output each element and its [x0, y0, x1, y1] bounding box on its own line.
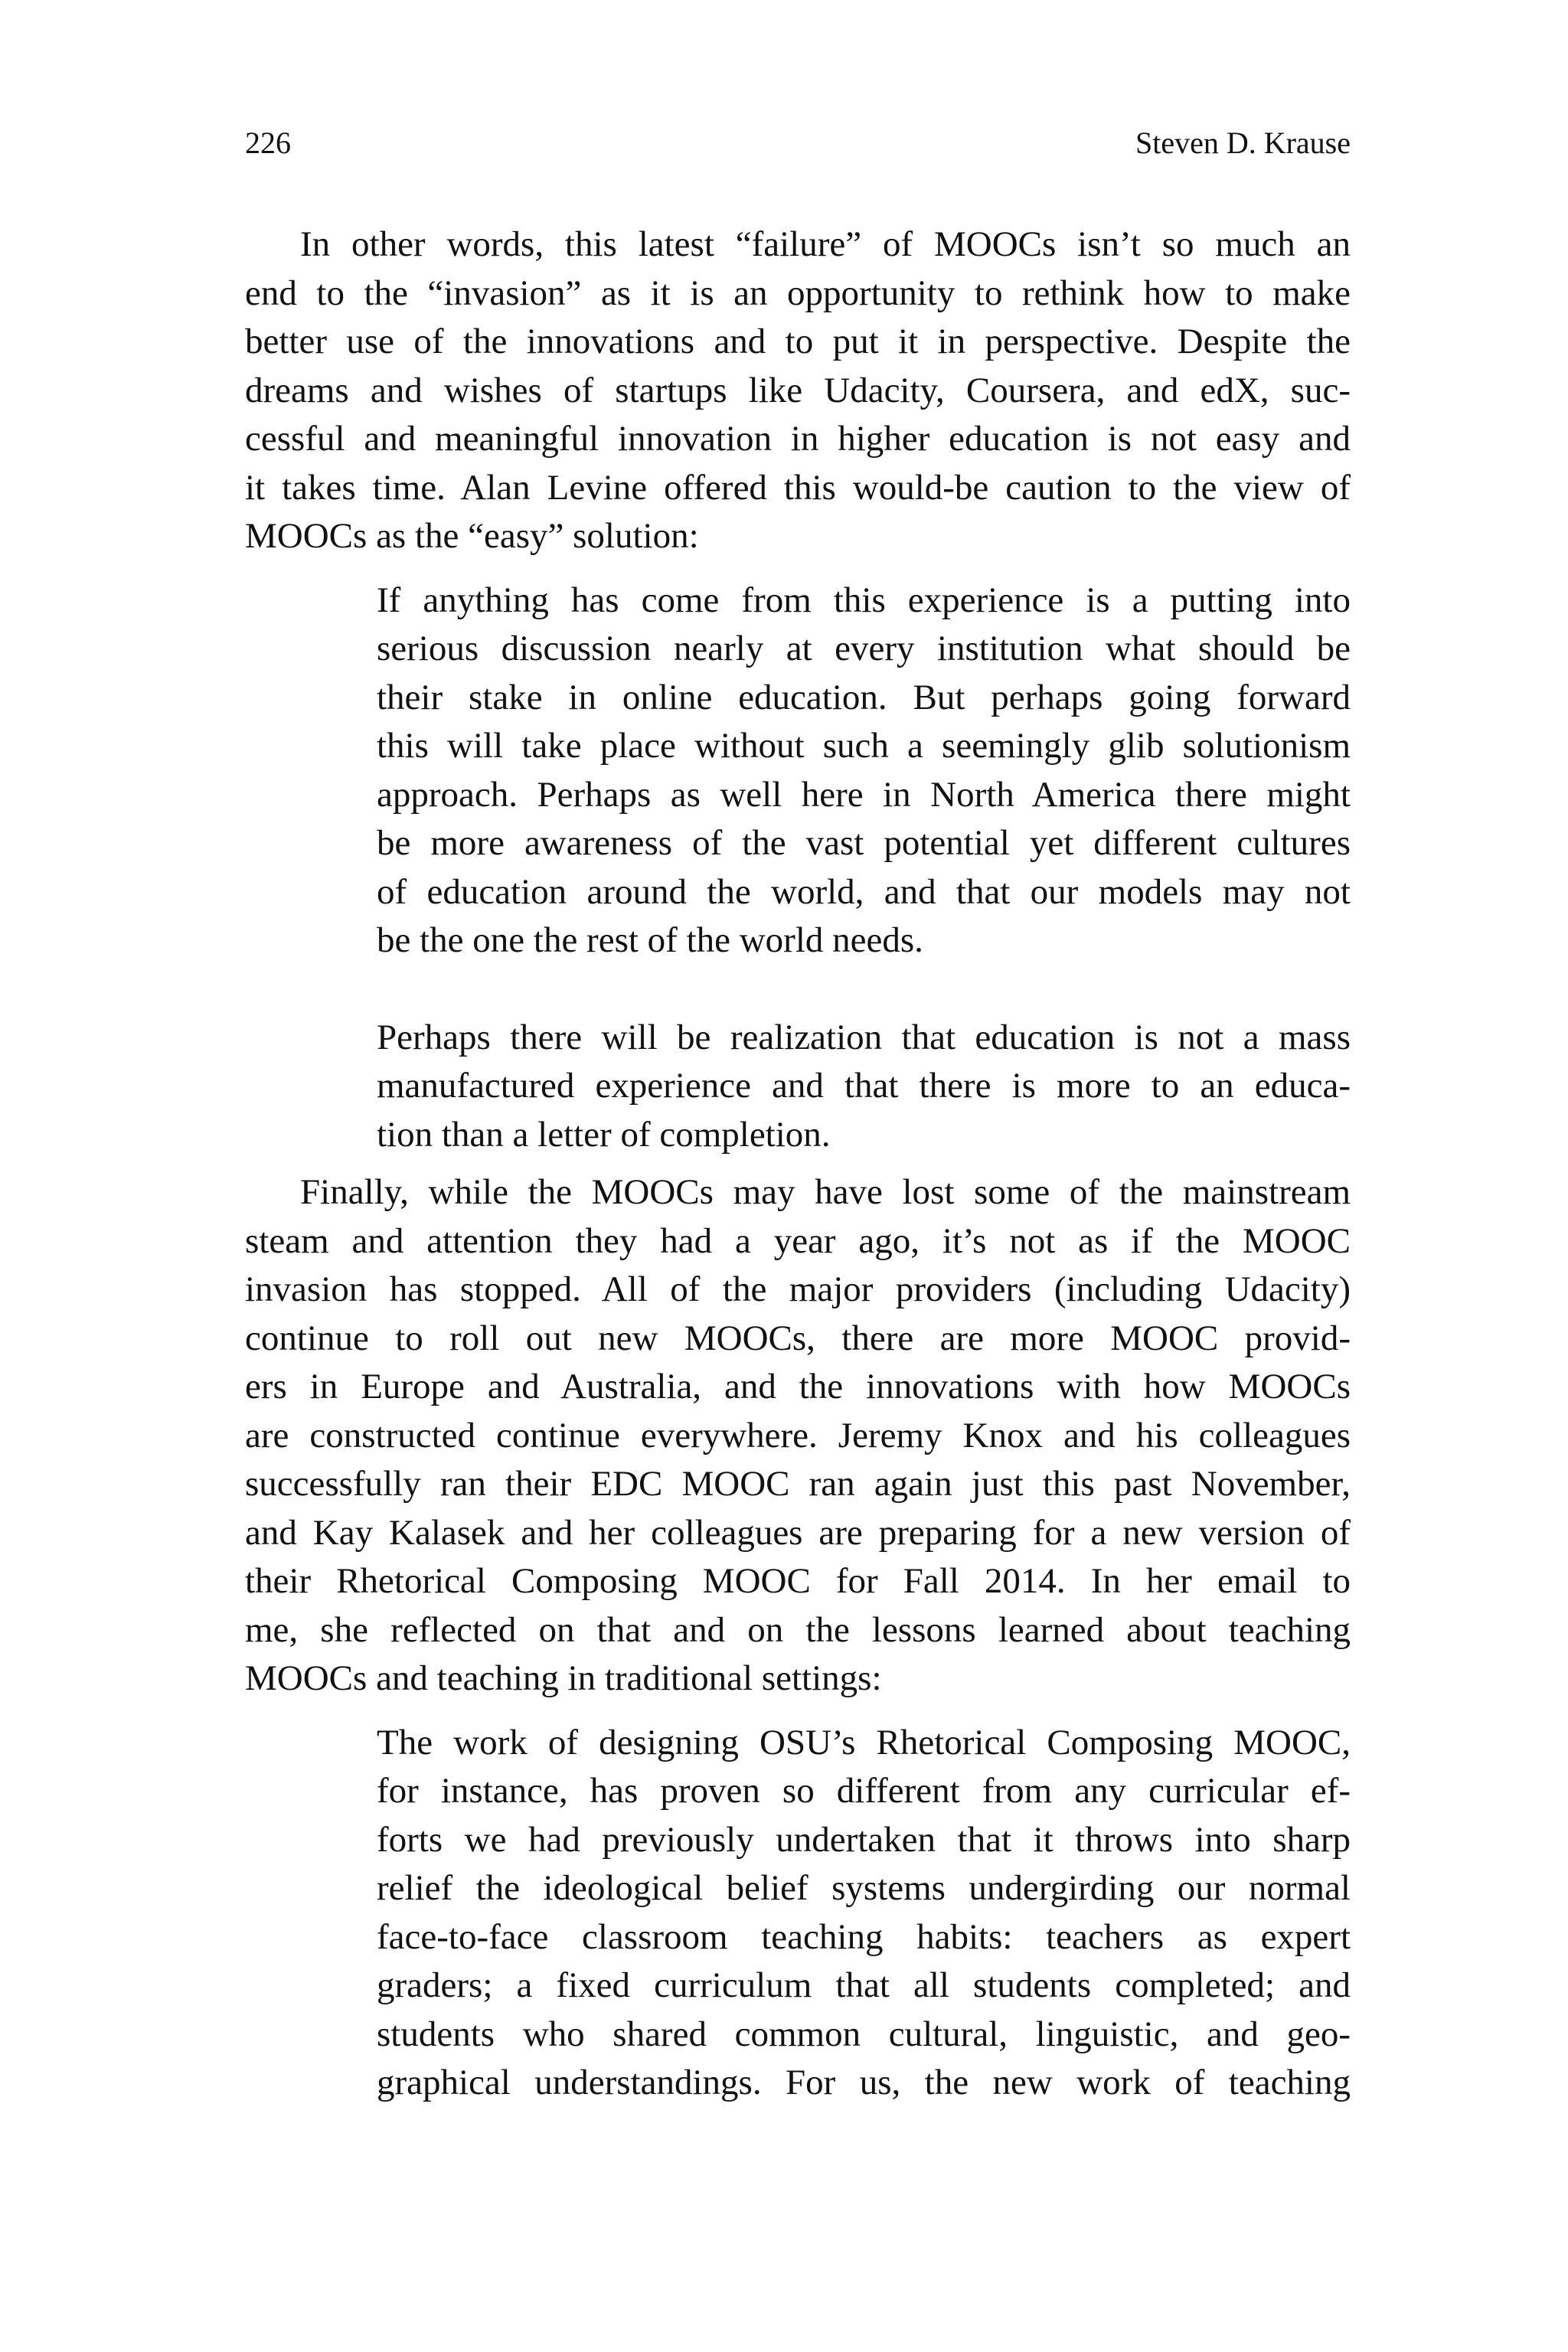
text-line: continue to roll out new MOOCs, there are more MOOC provid-	[245, 1318, 1351, 1358]
block-quote-levine	[377, 577, 1351, 1160]
text-line: it takes time. Alan Levine offered this would-be caution to the view of	[245, 467, 1351, 508]
text-line: MOOCs as the “easy” solution:	[245, 516, 699, 556]
text-line: If anything has come from this experience is a putting into	[377, 580, 1351, 620]
text-line: of education around the world, and that our models may not	[377, 871, 1351, 912]
text-line: invasion has stopped. All of the major providers (including Udacity)	[245, 1269, 1351, 1309]
text-line: tion than a letter of completion.	[377, 1114, 831, 1155]
quote-paragraph	[377, 1014, 1351, 1160]
text-line: their Rhetorical Composing MOOC for Fall 2014. In her email to	[245, 1561, 1351, 1601]
text-line: graders; a fixed curriculum that all students completed; and	[377, 1965, 1351, 2005]
text-line: relief the ideological belief systems undergirding our normal	[377, 1868, 1351, 1908]
page-number: 226	[245, 126, 291, 160]
text-line: Finally, while the MOOCs may have lost some of the mainstream	[300, 1172, 1351, 1212]
text-line: graphical understandings. For us, the new work of teaching	[377, 2063, 1351, 2102]
running-head	[245, 124, 1351, 162]
body-text	[245, 220, 1351, 2117]
block-quote-kalasek	[377, 1719, 1351, 2108]
quote-paragraph	[377, 1719, 1351, 2108]
text-line: students who shared common cultural, linguistic, and geo-	[377, 2014, 1351, 2054]
text-line: steam and attention they had a year ago, it’s not as if the MOOC	[245, 1220, 1351, 1261]
text-line: cessful and meaningful innovation in higher education is not easy and	[245, 419, 1351, 459]
text-line: be the one the rest of the world needs.	[377, 920, 923, 960]
text-line: are constructed continue everywhere. Jeremy Knox and his colleagues	[245, 1415, 1351, 1455]
text-line: and Kay Kalasek and her colleagues are preparing for a new version of	[245, 1512, 1351, 1553]
text-line: their stake in online education. But perhaps going forward	[377, 677, 1351, 717]
text-line: better use of the innovations and to put it in perspective. Despite the	[245, 322, 1351, 361]
text-line: Perhaps there will be realization that education is not a mass	[377, 1017, 1351, 1057]
text-line: The work of designing OSU’s Rhetorical Composing MOOC,	[377, 1722, 1351, 1762]
text-line: me, she reflected on that and on the lessons learned about teaching	[245, 1609, 1351, 1650]
text-line: ers in Europe and Australia, and the innovations with how MOOCs	[245, 1367, 1351, 1406]
text-line: be more awareness of the vast potential yet different cultures	[377, 823, 1351, 863]
text-line: approach. Perhaps as well here in North America there might	[377, 774, 1351, 815]
text-line: end to the “invasion” as it is an opportunity to rethink how to make	[245, 273, 1351, 313]
text-line: serious discussion nearly at every institution what should be	[377, 629, 1351, 668]
text-line: manufactured experience and that there is more to an educa-	[377, 1066, 1351, 1106]
text-line: In other words, this latest “failure” of MOOCs isn’t so much an	[300, 224, 1351, 264]
text-line: MOOCs and teaching in traditional settings:	[245, 1658, 882, 1698]
text-line: for instance, has proven so different from any curricular ef-	[377, 1771, 1351, 1811]
paragraph-failure-of-moocs	[245, 220, 1351, 561]
text-line: forts we had previously undertaken that it throws into sharp	[377, 1819, 1351, 1860]
text-line: successfully ran their EDC MOOC ran again just this past November,	[245, 1464, 1351, 1504]
paragraph-finally	[245, 1168, 1351, 1704]
text-line: this will take place without such a seemingly glib solutionism	[377, 726, 1351, 766]
text-line: face-to-face classroom teaching habits: teachers as expert	[377, 1916, 1351, 1957]
running-title: Steven D. Krause	[1135, 126, 1351, 160]
quote-paragraph	[377, 577, 1351, 965]
text-line: dreams and wishes of startups like Udacity, Coursera, and edX, suc-	[245, 370, 1351, 410]
